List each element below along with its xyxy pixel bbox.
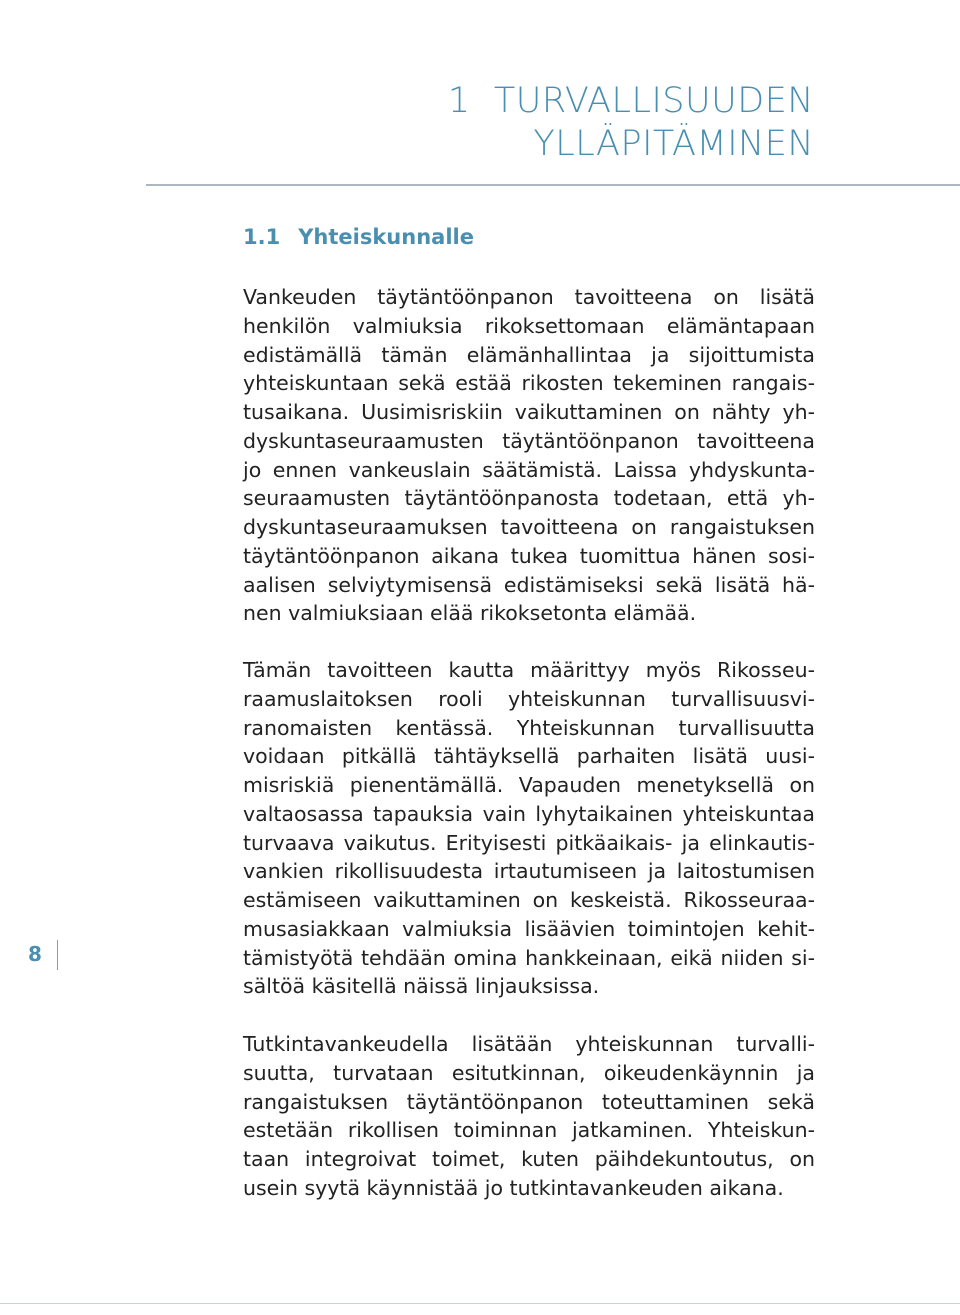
footer-divider bbox=[0, 1303, 960, 1304]
paragraph-line: vankien rikollisuudesta irtautumiseen ja laitostumisen bbox=[243, 859, 815, 884]
chapter-title-line-2: YLLÄPITÄMINEN bbox=[533, 124, 814, 164]
paragraph-line: jo ennen vankeuslain säätämistä. Laissa yhdyskunta- bbox=[243, 457, 815, 482]
paragraph-line: seuraamusten täytäntöönpanosta todetaan, että yh- bbox=[243, 486, 815, 511]
paragraph-line: edistämällä tämän elämänhallintaa ja sijoittumista bbox=[243, 342, 815, 367]
paragraph-line: yhteiskuntaan sekä estää rikosten tekeminen rangais- bbox=[243, 371, 815, 396]
paragraph-line: usein syytä käynnistää jo tutkintavankeuden aikana. bbox=[243, 1175, 784, 1200]
chapter-title-text-1: TURVALLISUUDEN bbox=[493, 81, 814, 121]
page-number-divider bbox=[57, 940, 58, 970]
header-divider bbox=[146, 184, 960, 186]
page-number: 8 bbox=[28, 942, 42, 966]
paragraph-line: estetään rikollisen toiminnan jatkaminen. Yhteiskun- bbox=[243, 1118, 815, 1143]
paragraph-line: dyskuntaseuraamuksen tavoitteena on rangaistuksen bbox=[243, 515, 815, 539]
paragraph-line: dyskuntaseuraamusten täytäntöönpanon tavoitteena bbox=[243, 428, 815, 453]
paragraph-line: tämistyötä tehdään omina hankkeinaan, eikä niiden si- bbox=[243, 945, 815, 970]
paragraph-line: nen valmiuksiaan elää rikoksetonta elämää. bbox=[243, 601, 697, 626]
paragraph-line: misriskiä pienentämällä. Vapauden menetyksellä on bbox=[243, 773, 815, 797]
chapter-title bbox=[448, 80, 814, 166]
paragraph-line: täytäntöönpanon aikana tukea tuomittua hänen sosi- bbox=[243, 543, 815, 568]
paragraph-line: suutta, turvataan esitutkinnan, oikeudenkäynnin ja bbox=[243, 1060, 815, 1085]
paragraph-line: Vankeuden täytäntöönpanon tavoitteena on lisätä bbox=[243, 285, 815, 309]
chapter-title-line-1 bbox=[448, 80, 814, 123]
section-heading bbox=[243, 225, 474, 249]
paragraph-line: Tämän tavoitteen kautta määrittyy myös Rikosseu- bbox=[243, 658, 815, 682]
paragraph-line: valtaosassa tapauksia vain lyhytaikainen yhteiskuntaa bbox=[243, 801, 815, 826]
paragraph-line: musasiakkaan valmiuksia lisäävien toimintojen kehit- bbox=[243, 916, 815, 941]
paragraph-line: ranomaisten kentässä. Yhteiskunnan turvallisuutta bbox=[243, 715, 815, 740]
paragraph-line: raamuslaitoksen rooli yhteiskunnan turvallisuusvi- bbox=[243, 686, 815, 711]
paragraph-line: tusaikana. Uusimisriskiin vaikuttaminen on nähty yh- bbox=[243, 400, 815, 424]
paragraph-line: voidaan pitkällä tähtäyksellä parhaiten lisätä uusi- bbox=[243, 744, 815, 769]
paragraph-line: rangaistuksen täytäntöönpanon toteuttaminen sekä bbox=[243, 1089, 815, 1114]
paragraph-3 bbox=[243, 1030, 815, 1203]
paragraph-line: estämiseen vaikuttaminen on keskeistä. Rikosseuraa- bbox=[243, 888, 815, 912]
section-number: 1.1 bbox=[243, 225, 281, 249]
paragraph-line: henkilön valmiuksia rikoksettomaan elämäntapaan bbox=[243, 313, 815, 338]
paragraph-2 bbox=[243, 656, 815, 1001]
paragraph-line: taan integroivat toimet, kuten päihdekuntoutus, on bbox=[243, 1147, 815, 1171]
chapter-number: 1 bbox=[447, 81, 471, 121]
paragraph-1 bbox=[243, 283, 815, 628]
paragraph-line: aalisen selviytymisensä edistämiseksi sekä lisätä hä- bbox=[243, 572, 815, 597]
paragraph-line: turvaava vaikutus. Erityisesti pitkäaikais- ja elinkautis- bbox=[243, 830, 815, 855]
paragraph-line: Tutkintavankeudella lisätään yhteiskunnan turvalli- bbox=[243, 1032, 815, 1056]
section-title: Yhteiskunnalle bbox=[298, 225, 474, 249]
paragraph-line: sältöä käsitellä näissä linjauksissa. bbox=[243, 974, 600, 999]
